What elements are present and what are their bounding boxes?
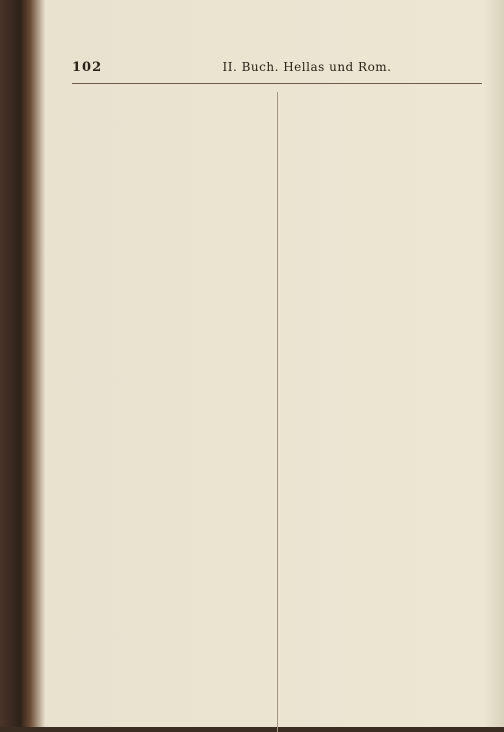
- header-rule: [72, 83, 482, 84]
- page-number: 102: [72, 60, 103, 75]
- running-title: II. Buch. Hellas und Rom.: [222, 60, 392, 74]
- column-divider: [277, 92, 278, 732]
- text-columns: [72, 92, 482, 732]
- column-right: [286, 92, 482, 732]
- page: [72, 40, 482, 690]
- running-header: [72, 60, 482, 80]
- column-left: [72, 92, 268, 732]
